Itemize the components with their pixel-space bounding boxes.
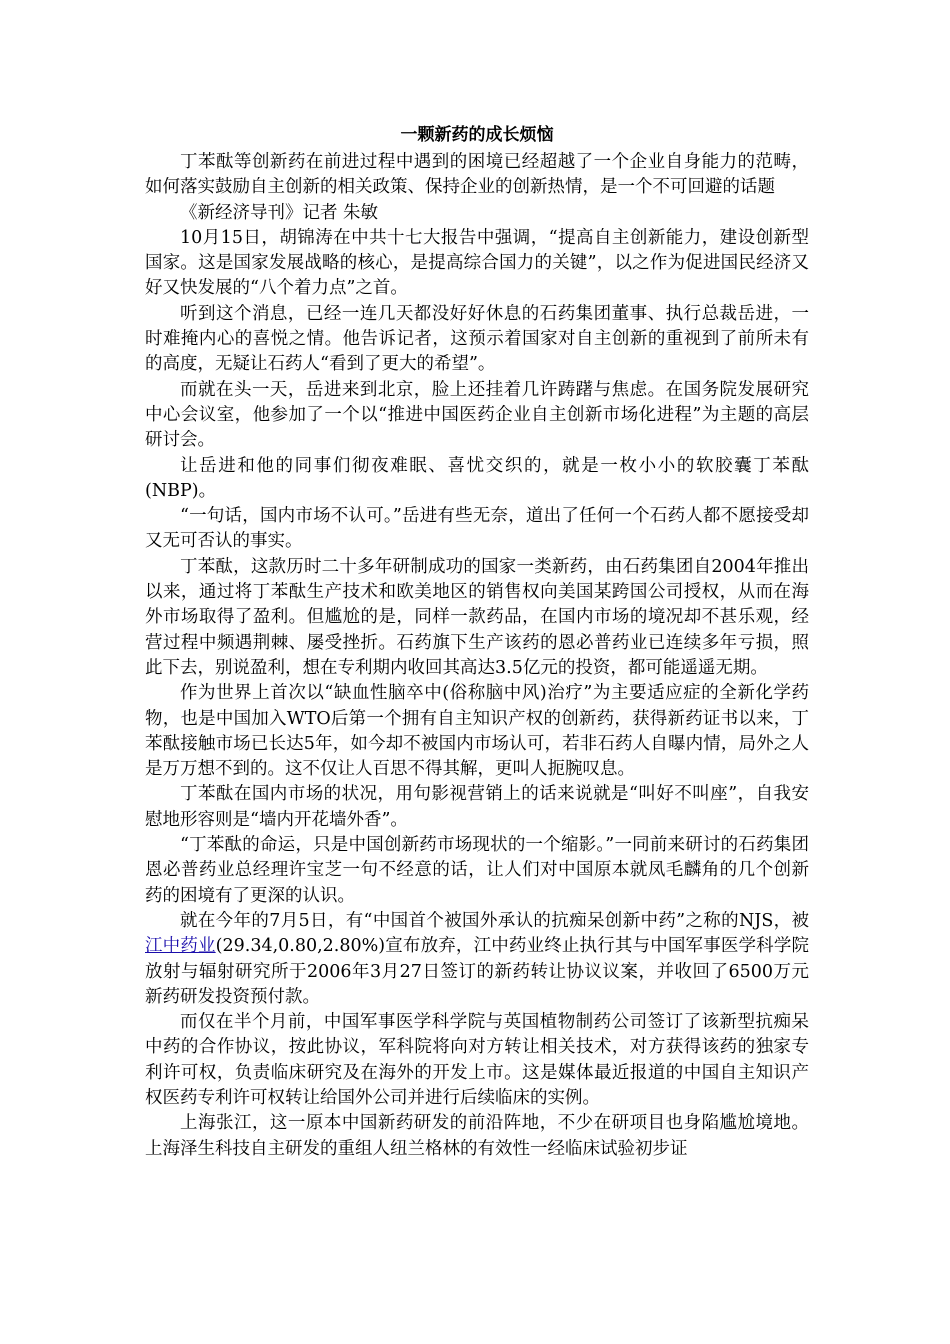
stock-link-jiangzhong[interactable]: 江中药业	[145, 936, 216, 957]
article-title: 一颗新药的成长烦恼	[400, 125, 554, 145]
paragraph: 听到这个消息，已经一连几天都没好好休息的石药集团董事、执行总裁岳进，一时难掩内心的喜悦之情。他告诉记者，这预示着国家对自主创新的重视到了前所未有的高度，无疑让石药人“看到了更大的希望”。	[145, 303, 809, 375]
njs-text-after: (29.34,0.80,2.80%)宣布放弃，江中药业终止执行其与中国军事医学科学院放射与辐射研究所于2006年3月27日签订的新药转让协议议案，并收回了6500万元新药研发投资预付款。	[145, 936, 810, 1007]
document-page	[145, 123, 809, 1162]
article-byline: 《新经济导刊》记者 朱敏	[180, 202, 379, 223]
paragraph: 让岳进和他的同事们彻夜难眠、喜忧交织的，就是一枚小小的软胶囊丁苯酞(NBP)。	[145, 455, 809, 501]
paragraph: 10月15日，胡锦涛在中共十七大报告中强调，“提高自主创新能力，建设创新型国家。这是国家发展战略的核心，是提高综合国力的关键”，以之作为促进国民经济又好又快发展的“八个着力点”之首。	[145, 227, 809, 299]
paragraph: 作为世界上首次以“缺血性脑卒中(俗称脑中风)治疗”为主要适应症的全新化学药物，也是中国加入WTO后第一个拥有自主知识产权的创新药，获得新药证书以来，丁苯酞接触市场已长达5年，如今却不被国内市场认可，若非石药人自曝内情，局外之人是万万想不到的。这不仅让人百思不得其解，更叫人扼腕叹息。	[145, 683, 809, 780]
paragraph: 而就在头一天，岳进来到北京，脸上还挂着几许踌躇与焦虑。在国务院发展研究中心会议室，他参加了一个以“推进中国医药企业自主创新市场化进程”为主题的高层研讨会。	[145, 379, 809, 451]
paragraph: 丁苯酞在国内市场的状况，用句影视营销上的话来说就是“叫好不叫座”，自我安慰地形容则是“墙内开花墙外香”。	[145, 784, 809, 830]
paragraph-njs	[145, 909, 809, 1010]
njs-text-before: 就在今年的7月5日，有“中国首个被国外承认的抗痴呆创新中药”之称的NJS，被	[180, 910, 809, 931]
paragraph: 而仅在半个月前，中国军事医学科学院与英国植物制药公司签订了该新型抗痴呆中药的合作协议，按此协议，军科院将向对方转让相关技术，对方获得该药的独家专利许可权，负责临床研究及在海外的开发上市。这是媒体最近报道的中国自主知识产权医药专利许可权转让给国外公司并进行后续临床的实例。	[145, 1012, 809, 1108]
paragraph: “一句话，国内市场不认可。”岳进有些无奈，道出了任何一个石药人都不愿接受却又无可否认的事实。	[145, 506, 809, 552]
paragraph: 丁苯酞，这款历时二十多年研制成功的国家一类新药，由石药集团自2004年推出以来，通过将丁苯酞生产技术和欧美地区的销售权向美国某跨国公司授权，从而在海外市场取得了盈利。但尴尬的是，同样一款药品，在国内市场的境况却不甚乐观，经营过程中频遇荆棘、屡受挫折。石药旗下生产该药的恩必普药业已连续多年亏损，照此下去，别说盈利，想在专利期内收回其高达3.5亿元的投资，都可能遥遥无期。	[145, 556, 809, 678]
paragraph: 上海张江，这一原本中国新药研发的前沿阵地，不少在研项目也身陷尴尬境地。上海泽生科技自主研发的重组人纽兰格林的有效性一经临床试验初步证	[145, 1113, 809, 1159]
article-lead: 丁苯酞等创新药在前进过程中遇到的困境已经超越了一个企业自身能力的范畴，如何落实鼓励自主创新的相关政策、保持企业的创新热情，是一个不可回避的话题	[145, 152, 809, 198]
paragraph: “丁苯酞的命运，只是中国创新药市场现状的一个缩影。”一同前来研讨的石药集团恩必普药业总经理许宝芝一句不经意的话，让人们对中国原本就凤毛麟角的几个创新药的困境有了更深的认识。	[145, 835, 809, 906]
